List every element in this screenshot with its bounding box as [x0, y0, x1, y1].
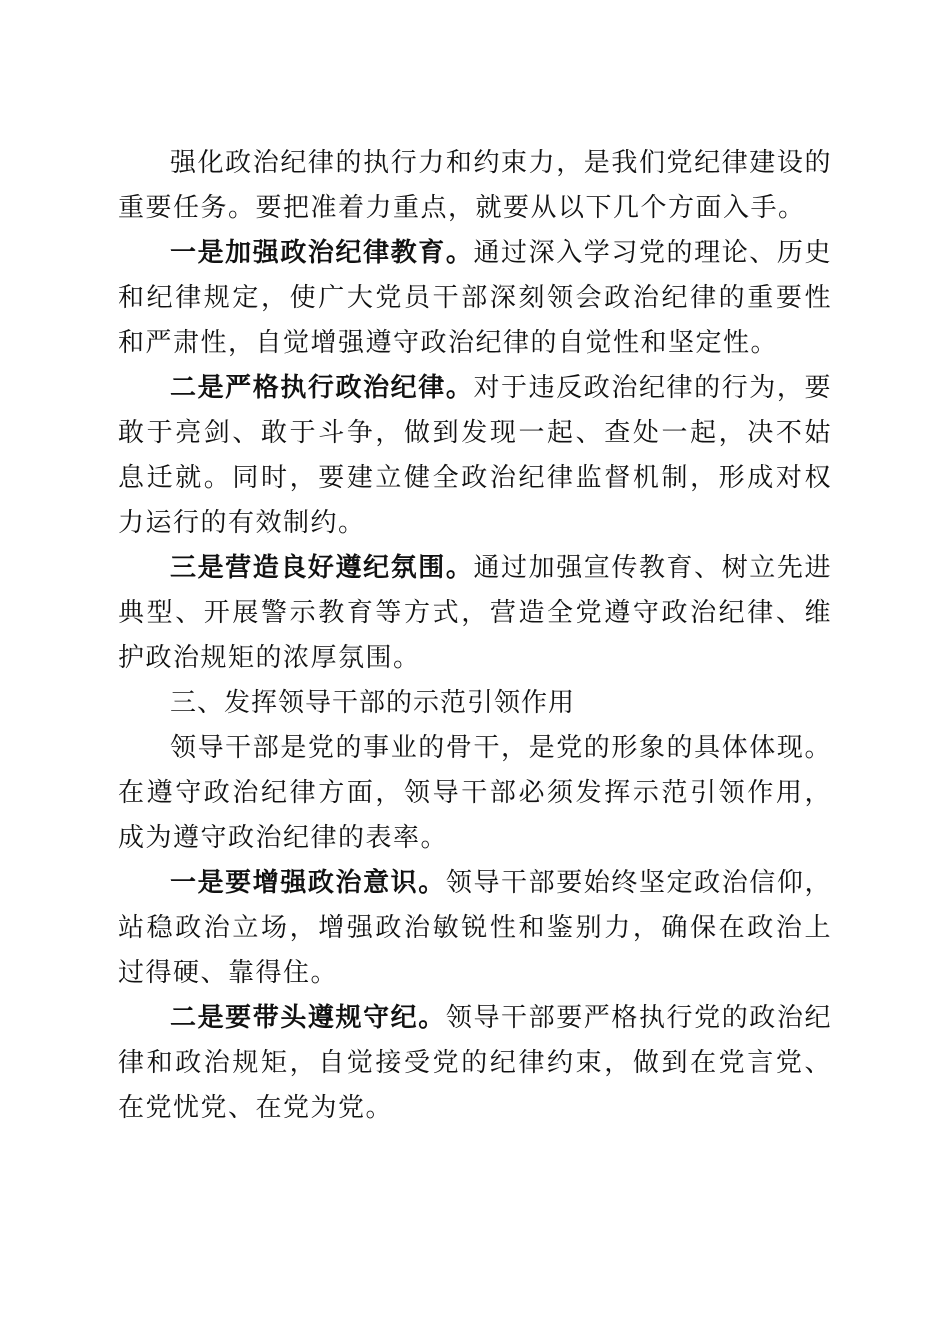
paragraph-political-awareness	[118, 861, 832, 996]
paragraph-lead: 一是要增强政治意识。	[170, 868, 446, 898]
paragraph-lead: 二是要带头遵规守纪。	[170, 1003, 446, 1033]
paragraph-text: 强化政治纪律的执行力和约束力，是我们党纪律建设的重要任务。要把准着力重点，就要从以下几个方面入手。	[118, 148, 832, 223]
paragraph-lead-by-example	[118, 996, 832, 1131]
paragraph-text: 领导干部要始终坚定政治信仰，站稳政治立场，增强政治敏锐性和鉴别力，确保在政治上过得硬、靠得住。	[118, 868, 832, 988]
section-heading: 三、发挥领导干部的示范引领作用	[170, 688, 576, 718]
paragraph-lead: 二是严格执行政治纪律。	[170, 373, 474, 403]
paragraph-atmosphere	[118, 546, 832, 681]
paragraph-text: 领导干部是党的事业的骨干，是党的形象的具体体现。在遵守政治纪律方面，领导干部必须发挥示范引领作用，成为遵守政治纪律的表率。	[118, 733, 832, 853]
paragraph-enforcement	[118, 366, 832, 546]
paragraph-lead: 三是营造良好遵纪氛围。	[170, 553, 474, 583]
paragraph-lead: 一是加强政治纪律教育。	[170, 238, 474, 268]
paragraph-intro	[118, 141, 832, 231]
paragraph-education	[118, 231, 832, 366]
paragraph-text: 对于违反政治纪律的行为，要敢于亮剑、敢于斗争，做到发现一起、查处一起，决不姑息迁就。同时，要建立健全政治纪律监督机制，形成对权力运行的有效制约。	[118, 373, 832, 538]
paragraph-text: 通过深入学习党的理论、历史和纪律规定，使广大党员干部深刻领会政治纪律的重要性和严肃性，自觉增强遵守政治纪律的自觉性和坚定性。	[118, 238, 832, 358]
paragraph-text: 通过加强宣传教育、树立先进典型、开展警示教育等方式，营造全党遵守政治纪律、维护政治规矩的浓厚氛围。	[118, 553, 832, 673]
document-page	[118, 141, 832, 1131]
paragraph-leaders	[118, 726, 832, 861]
paragraph-text: 领导干部要严格执行党的政治纪律和政治规矩，自觉接受党的纪律约束，做到在党言党、在党忧党、在党为党。	[118, 1003, 832, 1123]
